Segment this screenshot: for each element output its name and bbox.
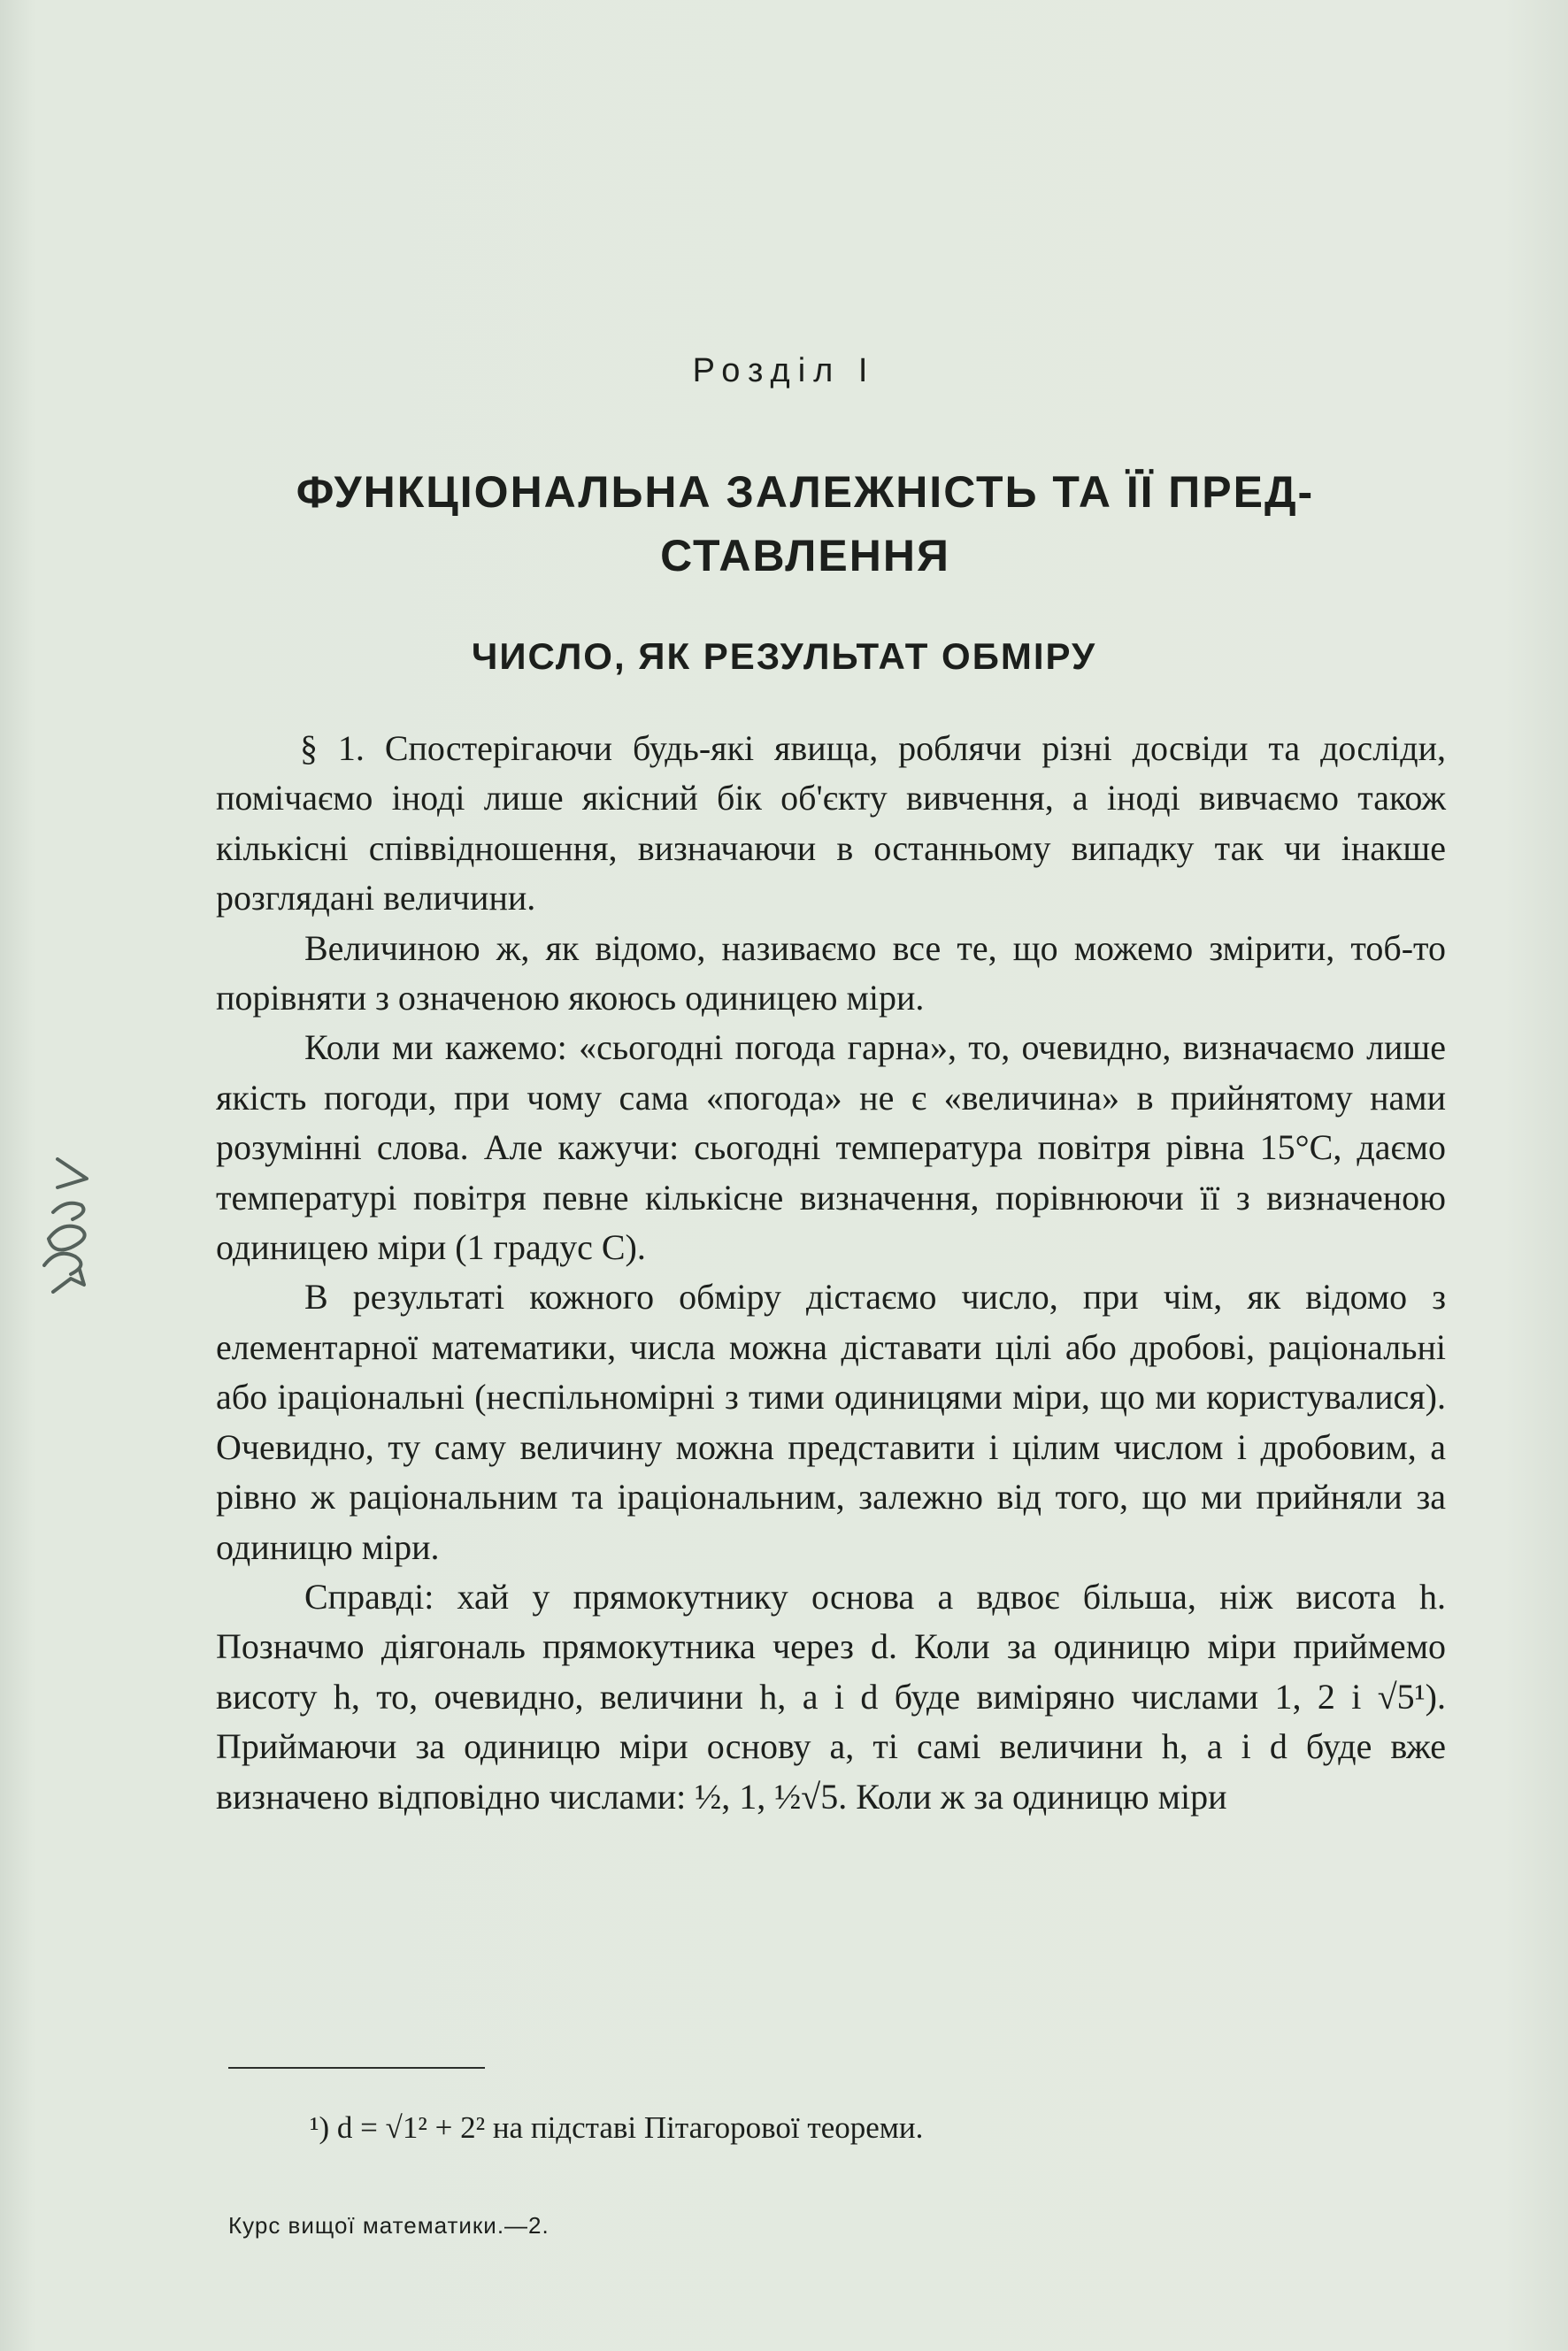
- handwritten-inventory-number: [18, 1124, 124, 1301]
- chapter-title-line-1: ФУНКЦІОНАЛЬНА ЗАЛЕЖНІСТЬ ТА ЇЇ ПРЕД-: [296, 467, 1315, 517]
- footnote-divider: [228, 2067, 485, 2069]
- paragraph-3: Коли ми кажемо: «сьогодні погода гарна», то, очевидно, визначаємо лише якість погоди, при чому сама «погода» не є «величина» в прийнятому нами розумінні слова. Але кажучи: сьогодні температура повітря рівна 15°С, даємо температурі повітря певне кількісне визначення, порівнюючи її з визначеною одиницею міри (1 градус С).: [216, 1027, 1446, 1268]
- paragraph-5: Справді: хай у прямокутнику основа a вдвоє більша, ніж висота h. Позначмо діягональ прямокутника через d. Коли за одиницю міри приймемо висоту h, то, очевидно, величини h, a і d буде виміряно числами 1, 2 і √5¹). Приймаючи за одиницю міри основу a, ті самі величини h, a і d буде вже визначено відповідно числами: ½, 1, ½√5. Коли ж за одиницю міри: [216, 1576, 1446, 1817]
- chapter-title-line-2: СТАВЛЕННЯ: [660, 531, 950, 580]
- paragraph-2: Величиною ж, як відомо, називаємо все те, що можемо змірити, тоб-то порівняти з означеною якоюсь одиницею міри.: [216, 927, 1446, 1018]
- page-footer: Курс вищої математики.—2.: [228, 2212, 550, 2239]
- body-text: [216, 724, 1446, 1822]
- footnote: ¹) d = √1² + 2² на підставі Пітагорової теореми.: [310, 2110, 924, 2145]
- paragraph-1: § 1. Спостерігаючи будь-які явища, роблячи різні досвіди та досліди, помічаємо іноді лише якісний бік об'єкту вивчення, а іноді вивчаємо також кількісні співвідношення, визначаючи в останньому випадку так чи інакше розглядані величини.: [216, 728, 1446, 918]
- section-title: ЧИСЛО, ЯК РЕЗУЛЬТАТ ОБМІРУ: [471, 635, 1097, 677]
- chapter-title: [230, 460, 1380, 588]
- paragraph-4: В результаті кожного обміру дістаємо число, при чім, як відомо з елементарної математики, числа можна діставати цілі або дробові, раціональні або іраціональні (неспільномірні з тими одиницями міри, що ми користувалися). Очевидно, ту саму величину можна представити і цілим числом і дробовим, а рівно ж раціональним та іраціональним, залежно від того, що ми прийняли за одиницю міри.: [216, 1277, 1446, 1567]
- chapter-heading: Розділ I: [692, 352, 876, 389]
